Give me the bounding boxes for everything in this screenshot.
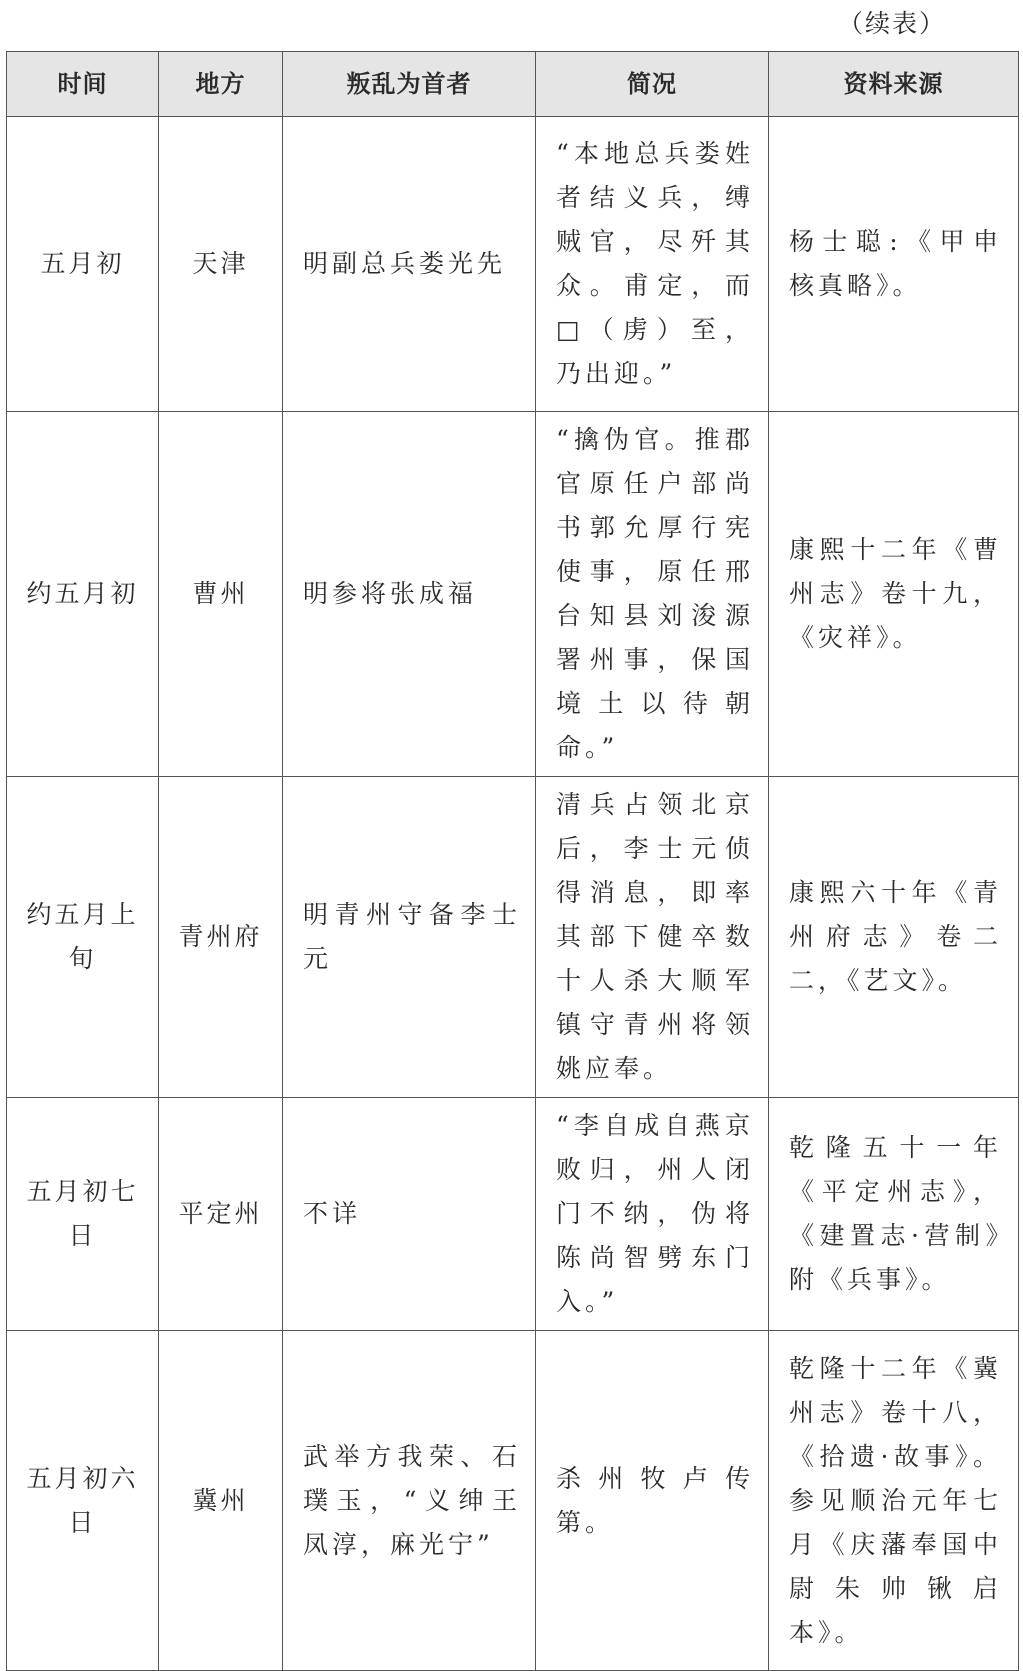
leader-cell: 不详: [283, 1098, 536, 1331]
time-cell: 约五月上旬: [7, 777, 159, 1098]
leader-cell: 明青州守备李士元: [283, 777, 536, 1098]
table-row: [7, 1098, 1019, 1331]
time-cell: 约五月初: [7, 412, 159, 777]
summary-cell: “本地总兵娄姓者结义兵，缚贼官，尽歼其众。甫定，而□（虏）至，乃出迎。”: [536, 117, 769, 412]
time-cell: 五月初六日: [7, 1331, 159, 1671]
place-cell: 冀州: [159, 1331, 283, 1671]
table-row: [7, 117, 1019, 412]
source-cell: 乾隆五十一年《平定州志》，《建置志·营制》附《兵事》。: [769, 1098, 1019, 1331]
time-cell: 五月初七日: [7, 1098, 159, 1331]
source-cell: 乾隆十二年《冀州志》卷十八，《拾遗·故事》。参见顺治元年七月《庆藩奉国中尉朱帅锹启本》。: [769, 1331, 1019, 1671]
summary-cell: 杀州牧卢传第。: [536, 1331, 769, 1671]
summary-cell: 清兵占领北京后，李士元侦得消息，即率其部下健卒数十人杀大顺军镇守青州将领姚应奉。: [536, 777, 769, 1098]
leader-cell: 明副总兵娄光先: [283, 117, 536, 412]
header-place: 地方: [159, 52, 283, 117]
summary-cell: “李自成自燕京败归，州人闭门不纳，伪将陈尚智劈东门入。”: [536, 1098, 769, 1331]
continued-table-label: （续表）: [838, 9, 947, 38]
place-cell: 青州府: [159, 777, 283, 1098]
header-source: 资料来源: [769, 52, 1019, 117]
table-row: [7, 1331, 1019, 1671]
header-time: 时间: [7, 52, 159, 117]
time-cell: 五月初: [7, 117, 159, 412]
leader-cell: 明参将张成福: [283, 412, 536, 777]
source-cell: 康熙六十年《青州府志》卷二二，《艺文》。: [769, 777, 1019, 1098]
table-row: [7, 412, 1019, 777]
source-cell: 康熙十二年《曹州志》卷十九，《灾祥》。: [769, 412, 1019, 777]
rebellion-table: [6, 51, 1019, 1671]
place-cell: 天津: [159, 117, 283, 412]
leader-cell: 武举方我荣、石璞玉，“义绅王凤淳，麻光宁”: [283, 1331, 536, 1671]
place-cell: 曹州: [159, 412, 283, 777]
table-header-row: [7, 52, 1019, 117]
header-summary: 简况: [536, 52, 769, 117]
table-row: [7, 777, 1019, 1098]
source-cell: 杨士聪:《甲申核真略》。: [769, 117, 1019, 412]
summary-cell: “擒伪官。推郡官原任户部尚书郭允厚行宪使事，原任邢台知县刘浚源署州事，保国境土以待朝命。”: [536, 412, 769, 777]
place-cell: 平定州: [159, 1098, 283, 1331]
header-leader: 叛乱为首者: [283, 52, 536, 117]
